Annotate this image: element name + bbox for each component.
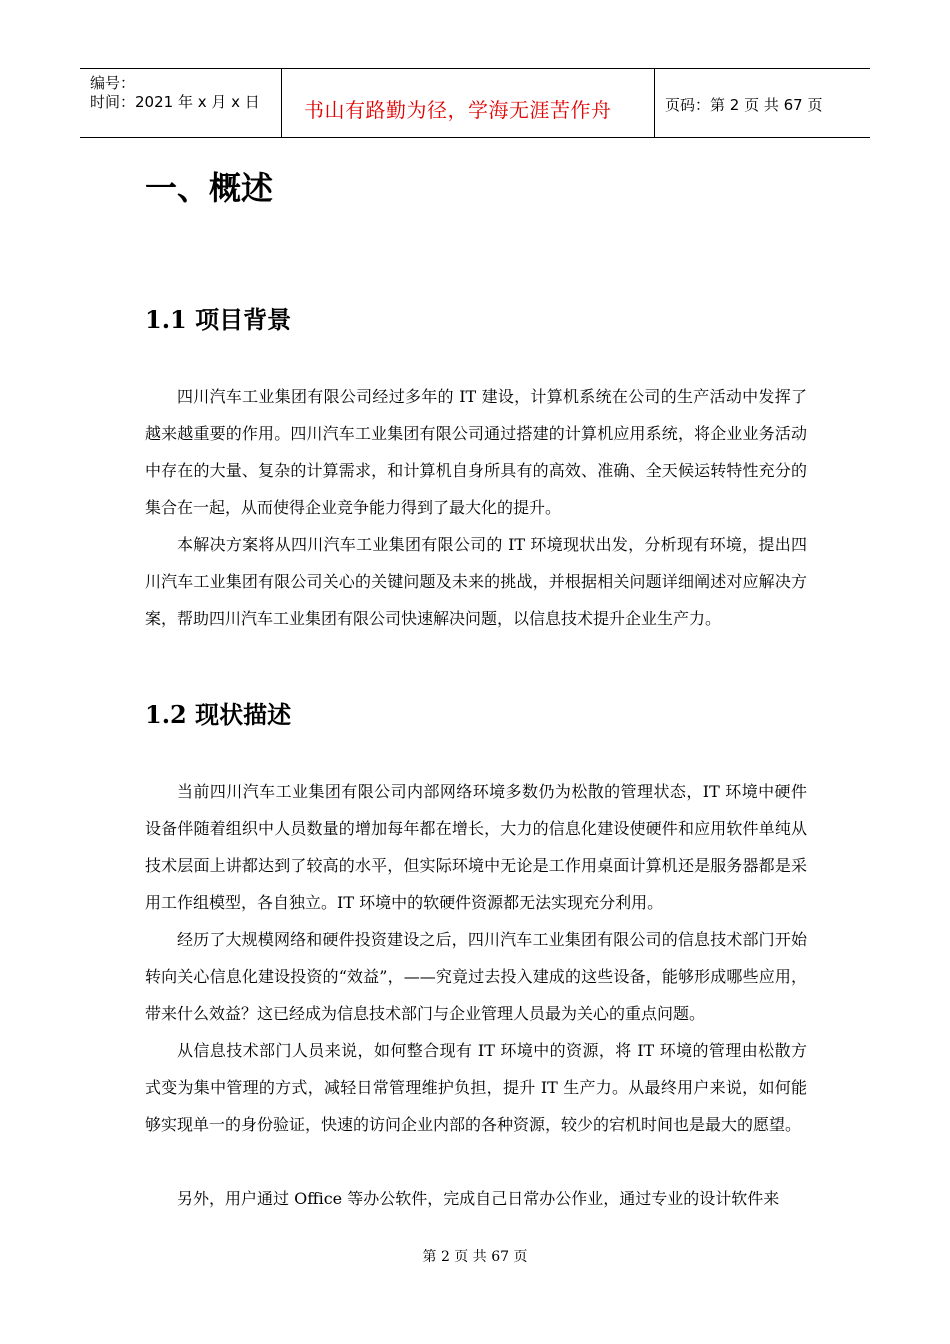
paragraph-status-4: 另外，用户通过 Office 等办公软件，完成自己日常办公作业，通过专业的设计软件来 bbox=[177, 1189, 780, 1208]
paragraph-background-1: 四川汽车工业集团有限公司经过多年的 IT 建设，计算机系统在公司的生产活动中发挥了越来越重要的作用。四川汽车工业集团有限公司通过搭建的计算机应用系统，将企业业务活动中存在的大量、复杂的计算需求，和计算机自身所具有的高效、准确、全天候运转特性充分的集合在一起，从而使得企业竞争能力得到了最大化的提升。 bbox=[145, 387, 807, 517]
header-info-cell bbox=[80, 69, 282, 137]
paragraph-background-2: 本解决方案将从四川汽车工业集团有限公司的 IT 环境现状出发，分析现有环境，提出四川汽车工业集团有限公司关心的关键问题及未来的挑战，并根据相关问题详细阐述对应解决方案，帮助四川汽车工业集团有限公司快速解决问题，以信息技术提升企业生产力。 bbox=[145, 535, 807, 628]
paragraph-status-3: 从信息技术部门人员来说，如何整合现有 IT 环境中的资源，将 IT 环境的管理由松散方式变为集中管理的方式，减轻日常管理维护负担，提升 IT 生产力。从最终用户来说，如何能够实现单一的身份验证，快速的访问企业内部的各种资源，较少的宕机时间也是最大的愿望。 bbox=[145, 1041, 807, 1134]
paragraph-status-1: 当前四川汽车工业集团有限公司内部网络环境多数仍为松散的管理状态，IT 环境中硬件设备伴随着组织中人员数量的增加每年都在增长，大力的信息化建设使硬件和应用软件单纯从技术层面上讲都达到了较高的水平，但实际环境中无论是工作用桌面计算机还是服务器都是采用工作组模型，各自独立。IT 环境中的软硬件资源都无法实现充分利用。 bbox=[145, 782, 807, 912]
chapter-title: 一、概述 bbox=[145, 169, 274, 207]
section-title-status: 1.2 现状描述 bbox=[145, 700, 292, 729]
header-motto: 书山有路勤为径，学海无涯苦作舟 bbox=[304, 98, 612, 122]
page-footer: 第 2 页 共 67 页 bbox=[422, 1249, 528, 1265]
header-motto-cell bbox=[282, 69, 655, 137]
section-title-background: 1.1 项目背景 bbox=[145, 305, 292, 334]
header-page-cell bbox=[655, 69, 870, 137]
paragraph-status-2: 经历了大规模网络和硬件投资建设之后，四川汽车工业集团有限公司的信息技术部门开始转向关心信息化建设投资的“效益”，——究竟过去投入建成的这些设备，能够形成哪些应用，带来什么效益？这已经成为信息技术部门与企业管理人员最为关心的重点问题。 bbox=[145, 930, 807, 1023]
document-serial: 编号： bbox=[90, 74, 136, 92]
document-date: 时间：2021 年 x 月 x 日 bbox=[90, 93, 260, 111]
page-header bbox=[80, 68, 870, 138]
header-page-code: 页码：第 2 页 共 67 页 bbox=[665, 96, 823, 114]
